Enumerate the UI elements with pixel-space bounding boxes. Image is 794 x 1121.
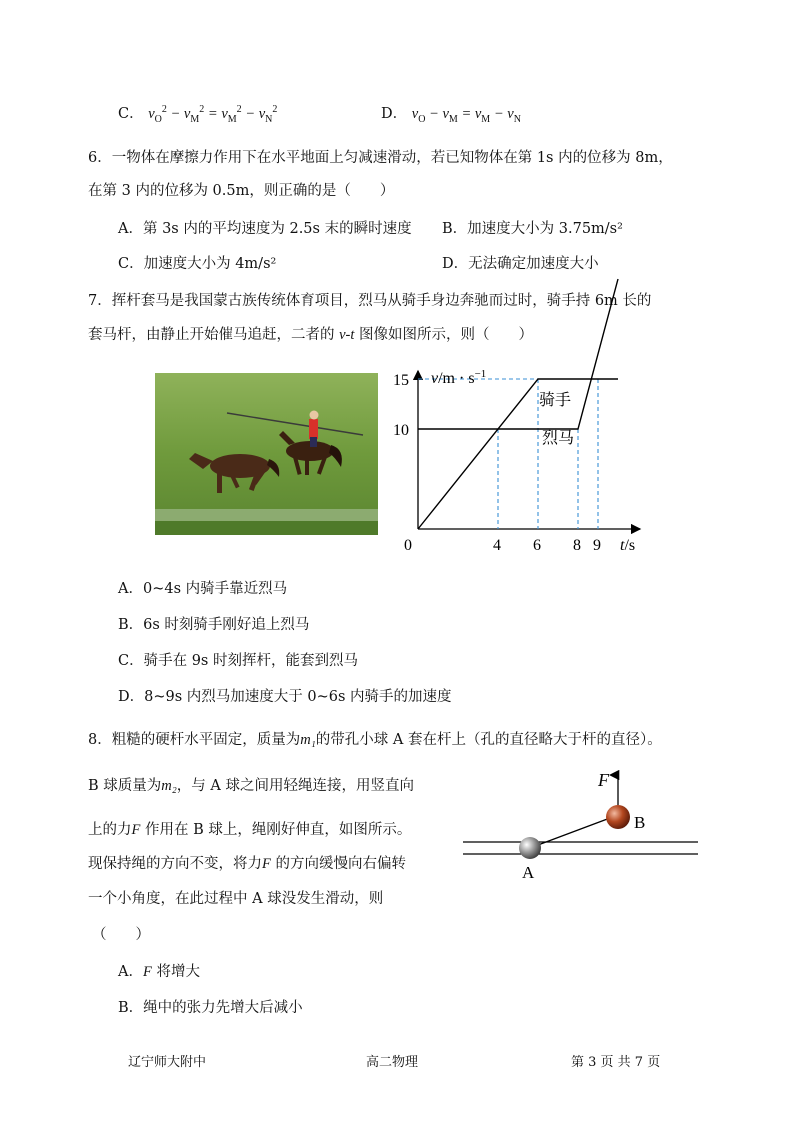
y-tick-label: 10 (393, 422, 409, 439)
q7-option-b: B．6s 时刻骑手刚好追上烈马 (118, 617, 310, 633)
q8-text-3: B 球质量为 (88, 778, 162, 794)
q8-stem-line2 (88, 774, 414, 795)
q8-option-a-text: 将增大 (151, 964, 200, 980)
q6-stem-line2: 在第 3 内的位移为 0.5m，则正确的是（ ） (88, 183, 395, 199)
q7-stem-text: 套马杆，由静止开始催马追赶，二者的 (88, 327, 340, 343)
q8-text-4: ，与 A 球之间用轻绳连接，用竖直向 (176, 778, 414, 794)
y-tick-label: 15 (393, 372, 409, 389)
x-tick-label: 4 (493, 537, 501, 554)
q5-option-d (381, 102, 521, 125)
q5-option-c-formula: $v_O^2 - v_M^2 = v_M^2 - v_N^2$ (148, 104, 278, 125)
x-tick-label: 8 (573, 537, 581, 554)
q6-option-d: D．无法确定加速度大小 (442, 256, 599, 272)
q6-option-a: A．第 3s 内的平均速度为 2.5s 末的瞬时速度 (118, 221, 412, 237)
ball-b (606, 805, 630, 829)
q8-text-5: 上的力 (88, 822, 132, 838)
q8-text: 8．粗糙的硬杆水平固定，质量为 (88, 732, 301, 748)
q8-option-b: B．绳中的张力先增大后减小 (118, 1000, 303, 1016)
vt-graph (395, 363, 655, 553)
series-label-rider: 骑手 (539, 392, 572, 409)
q8-ball-figure (458, 765, 703, 885)
q8-force-f-2: F (262, 856, 271, 872)
q5-option-d-formula: $v_O - v_M = v_M - v_N$ (411, 106, 521, 125)
q8-m2: m₂ (161, 778, 177, 794)
q5-option-c (118, 102, 277, 125)
q8-text-8: 的方向缓慢向右偏转 (270, 856, 406, 872)
x-axis-label: t/s (620, 537, 636, 554)
q8-text-7: 现保持绳的方向不变，将力 (88, 856, 262, 872)
q8-text-6: 作用在 B 球上，绳刚好伸直，如图所示。 (140, 822, 412, 838)
q7-stem-line1: 7．挥杆套马是我国蒙古族传统体育项目，烈马从骑手身边奔驰而过时，骑手持 6m 长的 (88, 293, 652, 309)
q7-option-d: D．8~9s 内烈马加速度大于 0~6s 内骑手的加速度 (118, 689, 452, 705)
rope (530, 815, 618, 848)
footer-school: 辽宁师大附中 (128, 1055, 207, 1070)
q7-stem-text-end: 图像如图所示，则（ ） (354, 327, 534, 343)
q8-stem-line6: （ ） (92, 927, 150, 943)
q6-stem-line1: 6．一物体在摩擦力作用下在水平地面上匀减速滑动，若已知物体在第 1s 内的位移为 8m， (88, 150, 673, 166)
q8-stem-line4 (88, 852, 406, 873)
x-tick-label: 6 (533, 537, 541, 554)
footer-subject: 高二物理 (366, 1055, 419, 1070)
q8-option-a (118, 960, 200, 981)
footer-page: 第 3 页 共 7 页 (571, 1055, 661, 1070)
q8-stem-line5: 一个小角度，在此过程中 A 球没发生滑动，则 (88, 891, 384, 907)
ball-b-label: B (634, 813, 646, 832)
q7-option-c: C．骑手在 9s 时刻挥杆，能套到烈马 (118, 653, 358, 669)
vt-graph-svg (395, 363, 655, 553)
q7-stem-line2 (88, 323, 533, 344)
q8-stem-line1 (88, 728, 662, 749)
y-axis-label: $v/m \cdot s^{-1}$ (431, 368, 487, 387)
q8-m1: m₁ (300, 732, 316, 748)
q5-option-c-label: C． (118, 106, 144, 122)
ball-a (519, 837, 541, 859)
q8-option-a-f: F (142, 964, 152, 980)
ball-a-label: A (522, 863, 535, 882)
q5-option-d-label: D． (381, 106, 408, 122)
q8-force-f: F (131, 822, 141, 838)
horse-riding-photo (155, 373, 378, 535)
q6-option-c: C．加速度大小为 4m/s² (118, 256, 277, 272)
force-label: F (598, 770, 609, 790)
series-label-horse: 烈马 (542, 430, 575, 447)
x-tick-label: 0 (404, 537, 412, 554)
q6-option-b: B．加速度大小为 3.75m/s² (442, 221, 623, 237)
q8-text-2: 的带孔小球 A 套在杆上（孔的直径略大于杆的直径）。 (315, 732, 662, 748)
rider-line (418, 379, 618, 529)
q7-option-a: A．0~4s 内骑手靠近烈马 (118, 581, 288, 597)
q8-option-a-label: A． (118, 964, 143, 980)
q7-vt-label: v-t (339, 327, 355, 343)
x-tick-label: 9 (593, 537, 601, 554)
q8-stem-line3 (88, 818, 411, 839)
